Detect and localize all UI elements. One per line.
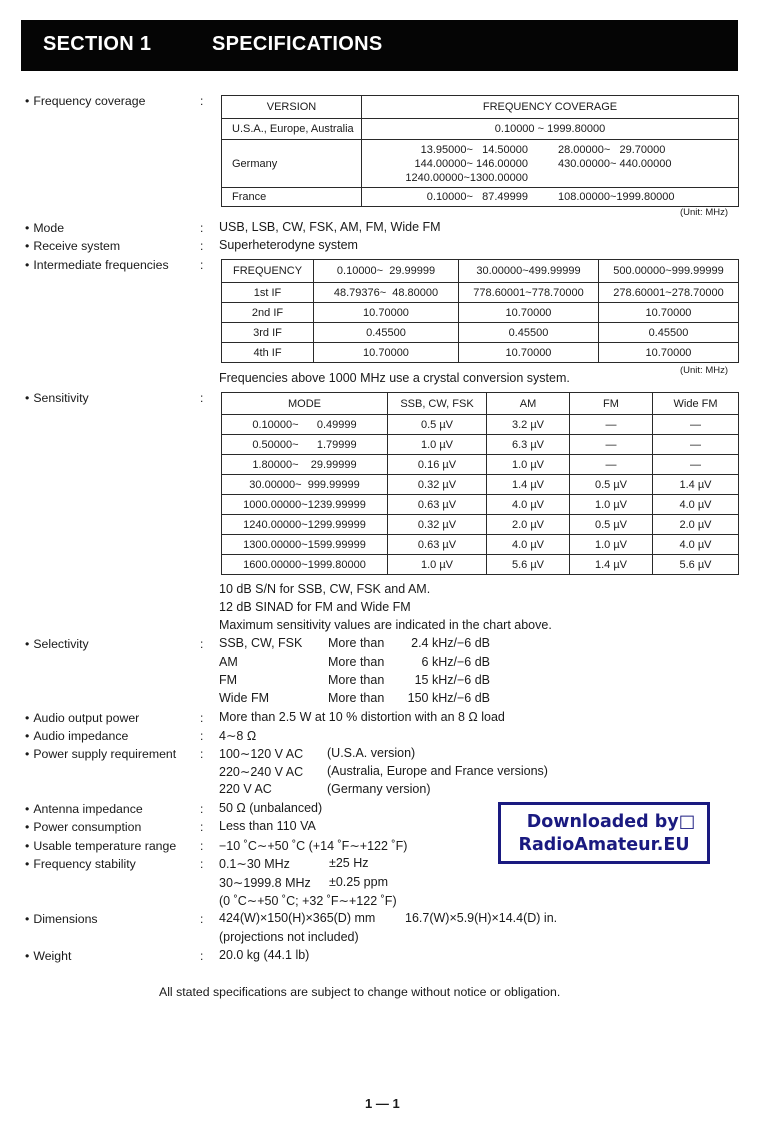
- mode-range-cell: 1000.00000~1239.99999: [222, 495, 388, 515]
- frequency-coverage-table: [221, 95, 739, 207]
- range: 430.00000~ 440.00000: [558, 157, 672, 170]
- unit-note: (Unit: MHz): [680, 207, 729, 218]
- sensitivity-cell: 0.5 µV: [570, 515, 653, 535]
- dimensions-imperial: 16.7(W)×5.9(H)×14.4(D) in.: [405, 911, 558, 925]
- sensitivity-note: 10 dB S/N for SSB, CW, FSK and AM.: [219, 582, 431, 596]
- column-header: 500.00000~999.99999: [599, 260, 739, 283]
- if-value-cell: 0.45500: [314, 323, 459, 343]
- spec-label-audio-impedance: • Audio impedance: [25, 729, 128, 743]
- column-header: 30.00000~499.99999: [459, 260, 599, 283]
- table-row: [222, 495, 739, 515]
- table-row: [222, 283, 739, 303]
- sensitivity-cell: 1.0 µV: [570, 535, 653, 555]
- selectivity-mode: AM: [219, 655, 238, 669]
- if-stage-cell: 4th IF: [222, 343, 314, 363]
- if-value-cell: 10.70000: [314, 343, 459, 363]
- disclaimer: All stated specifications are subject to change without notice or obligation.: [159, 985, 561, 999]
- watermark-line1: Downloaded by□: [526, 812, 696, 832]
- table-row: [222, 140, 739, 188]
- sensitivity-note: 12 dB SINAD for FM and Wide FM: [219, 600, 411, 614]
- sensitivity-cell: 0.16 µV: [388, 455, 487, 475]
- france-ranges: [366, 190, 734, 204]
- sensitivity-cell: 5.6 µV: [487, 555, 570, 575]
- mode-range-cell: 1300.00000~1599.99999: [222, 535, 388, 555]
- version-cell: U.S.A., Europe, Australia: [222, 119, 362, 140]
- sensitivity-cell: 6.3 µV: [487, 435, 570, 455]
- temperature-range-value: −10 ˚C∼+50 ˚C (+14 ˚F∼+122 ˚F): [219, 839, 408, 853]
- selectivity-value: 6 kHz/−6 dB: [421, 655, 490, 669]
- table-row: [222, 415, 739, 435]
- mode-value: USB, LSB, CW, FSK, AM, FM, Wide FM: [219, 220, 441, 234]
- range: [558, 171, 718, 185]
- if-value-cell: 10.70000: [314, 303, 459, 323]
- spec-label-antenna-impedance: • Antenna impedance: [25, 802, 143, 816]
- sensitivity-cell: 0.63 µV: [388, 495, 487, 515]
- colon: :: [200, 747, 204, 761]
- colon: :: [200, 711, 204, 725]
- colon: :: [200, 912, 204, 926]
- if-stage-cell: 1st IF: [222, 283, 314, 303]
- spec-label-frequency-coverage: • Frequency coverage: [25, 94, 145, 108]
- mode-range-cell: 0.10000~ 0.49999: [222, 415, 388, 435]
- spec-label-mode: • Mode: [25, 221, 64, 235]
- sensitivity-cell: 1.0 µV: [570, 495, 653, 515]
- power-supply-version: (U.S.A. version): [327, 746, 416, 760]
- sensitivity-cell: 5.6 µV: [653, 555, 739, 575]
- watermark-line2: RadioAmateur.EU: [518, 835, 690, 855]
- stability-value: ±25 Hz: [329, 856, 369, 870]
- table-row: [222, 303, 739, 323]
- selectivity-mode: FM: [219, 673, 238, 687]
- column-header: 0.10000~ 29.99999: [314, 260, 459, 283]
- table-row: [222, 455, 739, 475]
- column-header: VERSION: [222, 96, 362, 119]
- spec-label-temperature-range: • Usable temperature range: [25, 839, 176, 853]
- section-header: [21, 20, 738, 71]
- power-supply-voltage: 100∼120 V AC: [219, 747, 304, 761]
- if-value-cell: 10.70000: [599, 303, 739, 323]
- sensitivity-cell: 0.32 µV: [388, 475, 487, 495]
- watermark-stamp: [498, 802, 710, 864]
- spec-label-power-consumption: • Power consumption: [25, 820, 141, 834]
- if-value-cell: 278.60001~278.70000: [599, 283, 739, 303]
- sensitivity-cell: 2.0 µV: [487, 515, 570, 535]
- version-cell: France: [222, 188, 362, 207]
- colon: :: [200, 391, 204, 405]
- selectivity-qualifier: More than: [328, 673, 385, 687]
- sensitivity-cell: 0.5 µV: [388, 415, 487, 435]
- if-value-cell: 10.70000: [459, 343, 599, 363]
- colon: :: [200, 729, 204, 743]
- selectivity-qualifier: More than: [328, 655, 385, 669]
- if-value-cell: 0.45500: [459, 323, 599, 343]
- table-row: [222, 119, 739, 140]
- coverage-cell: [362, 188, 739, 207]
- table-row: [222, 535, 739, 555]
- table-row: [222, 555, 739, 575]
- range: 13.95000~ 14.50000: [420, 143, 528, 156]
- column-header: AM: [487, 393, 570, 415]
- power-supply-version: (Australia, Europe and France versions): [327, 764, 548, 778]
- coverage-cell: [362, 140, 739, 188]
- sensitivity-cell: 4.0 µV: [487, 535, 570, 555]
- sensitivity-note: Maximum sensitivity values are indicated in the chart above.: [219, 618, 552, 632]
- range: 144.00000~ 146.00000: [414, 157, 528, 170]
- sensitivity-table: [221, 392, 739, 575]
- if-value-cell: 0.45500: [599, 323, 739, 343]
- if-value-cell: 778.60001~778.70000: [459, 283, 599, 303]
- range: 28.00000~ 29.70000: [558, 143, 666, 156]
- spec-label-dimensions: • Dimensions: [25, 912, 98, 926]
- intermediate-frequencies-table: [221, 259, 739, 363]
- table-header-row: [222, 260, 739, 283]
- range: 1240.00000~1300.00000: [405, 171, 528, 184]
- colon: :: [200, 637, 204, 651]
- mode-range-cell: 30.00000~ 999.99999: [222, 475, 388, 495]
- sensitivity-cell: 4.0 µV: [653, 535, 739, 555]
- sensitivity-cell: 1.4 µV: [570, 555, 653, 575]
- stability-range: 0.1∼30 MHz: [219, 857, 290, 871]
- version-cell: Germany: [222, 140, 362, 188]
- sensitivity-cell: —: [570, 415, 653, 435]
- range: 108.00000~1999.80000: [558, 191, 675, 203]
- sensitivity-cell: 1.0 µV: [388, 435, 487, 455]
- section-number: SECTION 1: [43, 33, 152, 55]
- sensitivity-cell: —: [653, 455, 739, 475]
- power-supply-voltage: 220 V AC: [219, 782, 272, 796]
- unit-note: (Unit: MHz): [680, 365, 729, 376]
- sensitivity-cell: 1.4 µV: [653, 475, 739, 495]
- table-row: [222, 188, 739, 207]
- spec-label-frequency-stability: • Frequency stability: [25, 857, 136, 871]
- table-row: [222, 515, 739, 535]
- mode-range-cell: 1240.00000~1299.99999: [222, 515, 388, 535]
- column-header: SSB, CW, FSK: [388, 393, 487, 415]
- weight-value: 20.0 kg (44.1 lb): [219, 948, 310, 962]
- spec-label-receive-system: • Receive system: [25, 239, 120, 253]
- sensitivity-cell: 1.0 µV: [487, 455, 570, 475]
- stability-value: ±0.25 ppm: [329, 875, 388, 889]
- spec-label-sensitivity: • Sensitivity: [25, 391, 89, 405]
- selectivity-qualifier: More than: [328, 636, 385, 650]
- receive-system-value: Superheterodyne system: [219, 238, 358, 252]
- selectivity-mode: Wide FM: [219, 691, 269, 705]
- sensitivity-cell: 0.63 µV: [388, 535, 487, 555]
- sensitivity-cell: 0.32 µV: [388, 515, 487, 535]
- column-header: MODE: [222, 393, 388, 415]
- colon: :: [200, 857, 204, 871]
- sensitivity-cell: 3.2 µV: [487, 415, 570, 435]
- selectivity-value: 2.4 kHz/−6 dB: [411, 636, 490, 650]
- range: 0.10000~ 87.49999: [426, 191, 528, 203]
- mode-range-cell: 1.80000~ 29.99999: [222, 455, 388, 475]
- column-header: FM: [570, 393, 653, 415]
- sensitivity-cell: —: [653, 435, 739, 455]
- spec-label-intermediate-frequencies: • Intermediate frequencies: [25, 258, 169, 272]
- spec-label-selectivity: • Selectivity: [25, 637, 89, 651]
- colon: :: [200, 820, 204, 834]
- dimensions-note: (projections not included): [219, 930, 359, 944]
- colon: :: [200, 258, 204, 272]
- spec-label-power-supply: • Power supply requirement: [25, 747, 176, 761]
- table-row: [222, 343, 739, 363]
- if-value-cell: 10.70000: [599, 343, 739, 363]
- power-consumption-value: Less than 110 VA: [219, 819, 316, 833]
- selectivity-value: 15 kHz/−6 dB: [414, 673, 490, 687]
- if-value-cell: 48.79376~ 48.80000: [314, 283, 459, 303]
- if-stage-cell: 2nd IF: [222, 303, 314, 323]
- table-row: [222, 475, 739, 495]
- germany-ranges: [366, 143, 734, 185]
- page-title: SPECIFICATIONS: [212, 33, 383, 55]
- sensitivity-cell: 4.0 µV: [487, 495, 570, 515]
- column-header: Wide FM: [653, 393, 739, 415]
- selectivity-qualifier: More than: [328, 691, 385, 705]
- colon: :: [200, 949, 204, 963]
- column-header: FREQUENCY: [222, 260, 314, 283]
- if-value-cell: 10.70000: [459, 303, 599, 323]
- selectivity-value: 150 kHz/−6 dB: [407, 691, 490, 705]
- sensitivity-cell: 2.0 µV: [653, 515, 739, 535]
- table-row: [222, 323, 739, 343]
- colon: :: [200, 839, 204, 853]
- sensitivity-cell: —: [653, 415, 739, 435]
- mode-range-cell: 0.50000~ 1.79999: [222, 435, 388, 455]
- sensitivity-cell: 1.0 µV: [388, 555, 487, 575]
- spec-label-audio-output-power: • Audio output power: [25, 711, 139, 725]
- audio-impedance-value: 4∼8 Ω: [219, 729, 257, 743]
- selectivity-mode: SSB, CW, FSK: [219, 636, 303, 650]
- stability-condition: (0 ˚C∼+50 ˚C; +32 ˚F∼+122 ˚F): [219, 894, 397, 908]
- spec-label-weight: • Weight: [25, 949, 71, 963]
- antenna-impedance-value: 50 Ω (unbalanced): [219, 801, 323, 815]
- crystal-conversion-note: Frequencies above 1000 MHz use a crystal conversion system.: [219, 371, 570, 385]
- colon: :: [200, 239, 204, 253]
- sensitivity-cell: 0.5 µV: [570, 475, 653, 495]
- table-header-row: [222, 393, 739, 415]
- mode-range-cell: 1600.00000~1999.80000: [222, 555, 388, 575]
- table-row: [222, 435, 739, 455]
- colon: :: [200, 94, 204, 108]
- colon: :: [200, 802, 204, 816]
- dimensions-metric: 424(W)×150(H)×365(D) mm: [219, 911, 376, 925]
- table-header-row: [222, 96, 739, 119]
- sensitivity-cell: 1.4 µV: [487, 475, 570, 495]
- power-supply-voltage: 220∼240 V AC: [219, 765, 304, 779]
- sensitivity-cell: 4.0 µV: [653, 495, 739, 515]
- column-header: FREQUENCY COVERAGE: [362, 96, 739, 119]
- coverage-cell: 0.10000 ~ 1999.80000: [362, 119, 739, 140]
- colon: :: [200, 221, 204, 235]
- sensitivity-cell: —: [570, 435, 653, 455]
- power-supply-version: (Germany version): [327, 782, 431, 796]
- stability-range: 30∼1999.8 MHz: [219, 876, 311, 890]
- if-stage-cell: 3rd IF: [222, 323, 314, 343]
- sensitivity-cell: —: [570, 455, 653, 475]
- page-number: 1 — 1: [365, 1096, 400, 1111]
- audio-output-power-value: More than 2.5 W at 10 % distortion with an 8 Ω load: [219, 710, 505, 724]
